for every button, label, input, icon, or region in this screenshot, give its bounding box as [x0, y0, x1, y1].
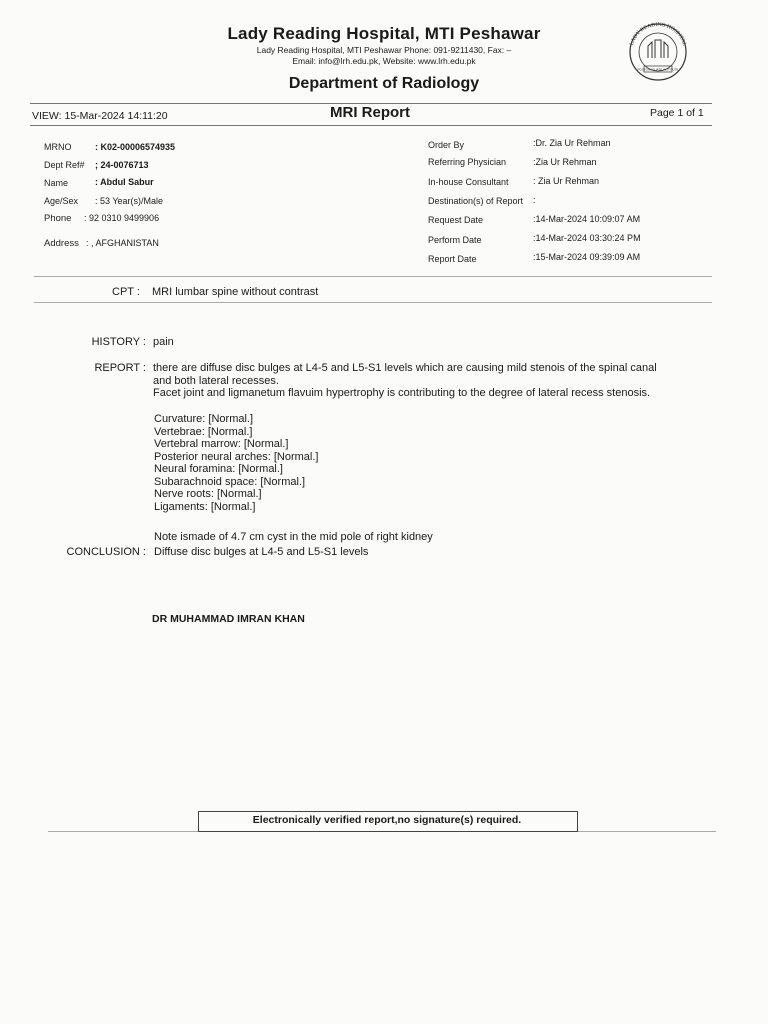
conclusion-label: CONCLUSION :: [66, 546, 146, 558]
svg-text:LADY READING HOSPITAL: [629, 22, 688, 48]
findings-list: [154, 413, 318, 513]
order-by-label: Order By: [428, 140, 465, 150]
name-label: Name: [44, 178, 69, 188]
perform-date-value: :14-Mar-2024 03:30:24 PM: [533, 233, 641, 243]
finding-item: Nerve roots: [Normal.]: [154, 488, 262, 500]
dept-ref-label: Dept Ref#: [44, 160, 85, 170]
report-line-2: and both lateral recesses.: [153, 374, 279, 387]
report-title: MRI Report: [330, 104, 410, 121]
doctor-name: DR MUHAMMAD IMRAN KHAN: [152, 613, 305, 625]
request-date-label: Request Date: [428, 215, 484, 225]
mrno-value: : K02-00006574935: [95, 142, 176, 152]
perform-date-label: Perform Date: [428, 235, 482, 245]
name-value: : Abdul Sabur: [95, 177, 154, 187]
history-label: HISTORY :: [91, 336, 146, 348]
hospital-name: Lady Reading Hospital, MTI Peshawar: [227, 24, 541, 43]
address-label: Address: [44, 238, 79, 249]
finding-item: Neural foramina: [Normal.]: [154, 463, 283, 475]
header-divider-bottom: [30, 125, 712, 126]
verification-text: Electronically verified report,no signature(s) required.: [252, 814, 522, 826]
referring-physician-value: :Zia Ur Rehman: [533, 157, 597, 167]
report-note: Note ismade of 4.7 cm cyst in the mid pole of right kidney: [154, 531, 433, 543]
seal-arc-text: LADY READING HOSPITAL: [628, 21, 688, 47]
report-line-3: Facet joint and ligmanetum flavuim hypertrophy is contributing to the degree of lateral recess stenosis.: [153, 387, 651, 399]
order-by-value: :Dr. Zia Ur Rehman: [533, 138, 611, 148]
report-label: REPORT :: [94, 362, 146, 374]
cpt-label: CPT :: [112, 286, 140, 298]
email-line: Email: info@lrh.edu.pk, Website: www.lrh.edu.pk: [292, 56, 476, 66]
age-sex-label: Age/Sex: [44, 196, 79, 206]
finding-item: Posterior neural arches: [Normal.]: [154, 450, 319, 463]
view-timestamp: VIEW: 15-Mar-2024 14:11:20: [32, 110, 168, 122]
info-divider: [34, 276, 712, 277]
referring-physician-label: Referring Physician: [428, 157, 507, 167]
finding-item: Ligaments: [Normal.]: [154, 500, 256, 513]
contact-line: Lady Reading Hospital, MTI Peshawar Phone: 091-9211430, Fax: –: [256, 45, 512, 55]
consultant-label: In-house Consultant: [428, 177, 509, 187]
consultant-value: : Zia Ur Rehman: [533, 176, 600, 186]
dept-ref-value: ; 24-0076713: [95, 160, 149, 170]
history-value: pain: [153, 336, 174, 348]
report-line-1: there are diffuse disc bulges at L4-5 and L5-S1 levels which are causing mild stenois of the spinal canal: [153, 362, 657, 374]
destination-value: :: [533, 195, 536, 205]
hospital-seal-icon: [622, 18, 694, 82]
finding-item: Subarachnoid space: [Normal.]: [154, 475, 306, 488]
report-date-label: Report Date: [428, 254, 477, 264]
finding-item: Vertebrae: [Normal.]: [154, 425, 253, 438]
report-body: [153, 362, 733, 400]
conclusion-value: Diffuse disc bulges at L4-5 and L5-S1 levels: [154, 546, 369, 558]
page-number: Page 1 of 1: [650, 107, 704, 119]
address-value: : , AFGHANISTAN: [86, 238, 159, 248]
cpt-value: MRI lumbar spine without contrast: [152, 286, 319, 298]
phone-value: : 92 0310 9499906: [84, 213, 160, 223]
cpt-divider: [34, 302, 712, 303]
finding-item: Vertebral marrow: [Normal.]: [154, 438, 289, 450]
report-date-value: :15-Mar-2024 09:39:09 AM: [533, 252, 641, 262]
destination-label: Destination(s) of Report: [428, 196, 524, 206]
request-date-value: :14-Mar-2024 10:09:07 AM: [533, 214, 641, 224]
finding-item: Curvature: [Normal.]: [154, 413, 254, 425]
phone-label: Phone: [44, 213, 72, 224]
age-sex-value: : 53 Year(s)/Male: [95, 196, 164, 206]
mrno-label: MRNO: [44, 142, 72, 152]
seal-bottom-text: POSTGRADUATE INSTITUTE: [637, 67, 679, 72]
department-title: Department of Radiology: [288, 75, 480, 92]
